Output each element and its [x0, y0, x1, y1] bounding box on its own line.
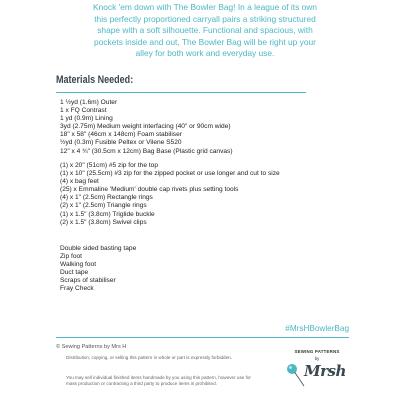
list-item: 1 x FQ Contrast	[60, 107, 107, 115]
brand-logo	[282, 347, 352, 399]
list-item: 1 yd (0.9m) Lining	[60, 115, 113, 123]
legal-text-usage: You may sell individual finished items handmade by you using this pattern, however use for mass production or contracting a third party to produce items is prohibited.	[66, 375, 251, 386]
list-item: Scraps of stabiliser	[60, 277, 116, 285]
intro-line: this perfectly proportioned carryall pairs a striking structured	[94, 13, 316, 24]
materials-heading: Materials Needed:	[56, 74, 134, 86]
list-item: 12" x 4 ¾" (30.5cm x 12cm) Bag Base (Plastic grid canvas)	[60, 147, 233, 155]
list-item: (2) x 1.5" (3.8cm) Swivel clips	[60, 218, 147, 226]
list-item: ½yd (0.3m) Fusible Peltex or Vilene S520	[60, 139, 182, 147]
hashtag: #MrsHBowlerBag	[285, 324, 349, 333]
logo-title: SEWING PATTERNS	[294, 349, 340, 354]
list-item: Duct tape	[60, 269, 89, 277]
list-item: 1 ½yd (1.6m) Outer	[60, 99, 118, 106]
list-item: (4) x 1" (2.5cm) Rectangle rings	[60, 194, 153, 202]
divider-bottom	[56, 337, 349, 338]
list-item: 18" x 58" (46cm x 148cm) Foam stabiliser	[60, 131, 182, 139]
logo-script: Mrsh	[304, 362, 346, 380]
notions-list	[60, 245, 136, 294]
list-item: (1) x 20" (51cm) #5 zip for the top	[60, 162, 158, 169]
intro-paragraph	[44, 2, 366, 60]
fabric-list	[60, 99, 233, 156]
list-item: Double sided basting tape	[60, 245, 137, 252]
list-item: (1) x 10" (25.5cm) #3 zip for the zipped pocket or use longer and cut to size	[60, 170, 280, 178]
legal-text-distribution: Distribution, copying, or selling this pattern in whole or part is expressly forbidden.	[66, 355, 232, 360]
list-item: 3yd (2.75m) Medium weight interfacing (40" or 90cm wide)	[60, 123, 231, 131]
intro-line: pockets inside and out, The Bowler Bag will be right up your	[94, 36, 316, 47]
copyright-text: © Sewing Patterns by Mrs H	[56, 344, 127, 350]
list-item: Fray Check	[60, 285, 94, 293]
hardware-list	[60, 162, 280, 227]
logo-by: by	[314, 356, 320, 361]
list-item: (4) x bag feet	[60, 178, 99, 186]
intro-line: Knock 'em down with The Bowler Bag! In a league of its own	[93, 2, 317, 12]
list-item: (2) x 1" (2.5cm) Triangle rings	[60, 202, 147, 210]
divider-top	[56, 92, 306, 93]
list-item: (25) x Emmaline 'Medium' double cap rivets plus setting tools	[60, 186, 239, 194]
list-item: (1) x 1.5" (3.8cm) Triglide buckle	[60, 210, 155, 218]
pin-icon	[284, 359, 306, 389]
list-item: Zip foot	[60, 253, 82, 261]
intro-line: shape with a soft silhouette. Functional and spacious, with	[97, 25, 313, 36]
list-item: Walking foot	[60, 261, 97, 269]
intro-line: alley for both work and everyday use.	[135, 48, 275, 59]
